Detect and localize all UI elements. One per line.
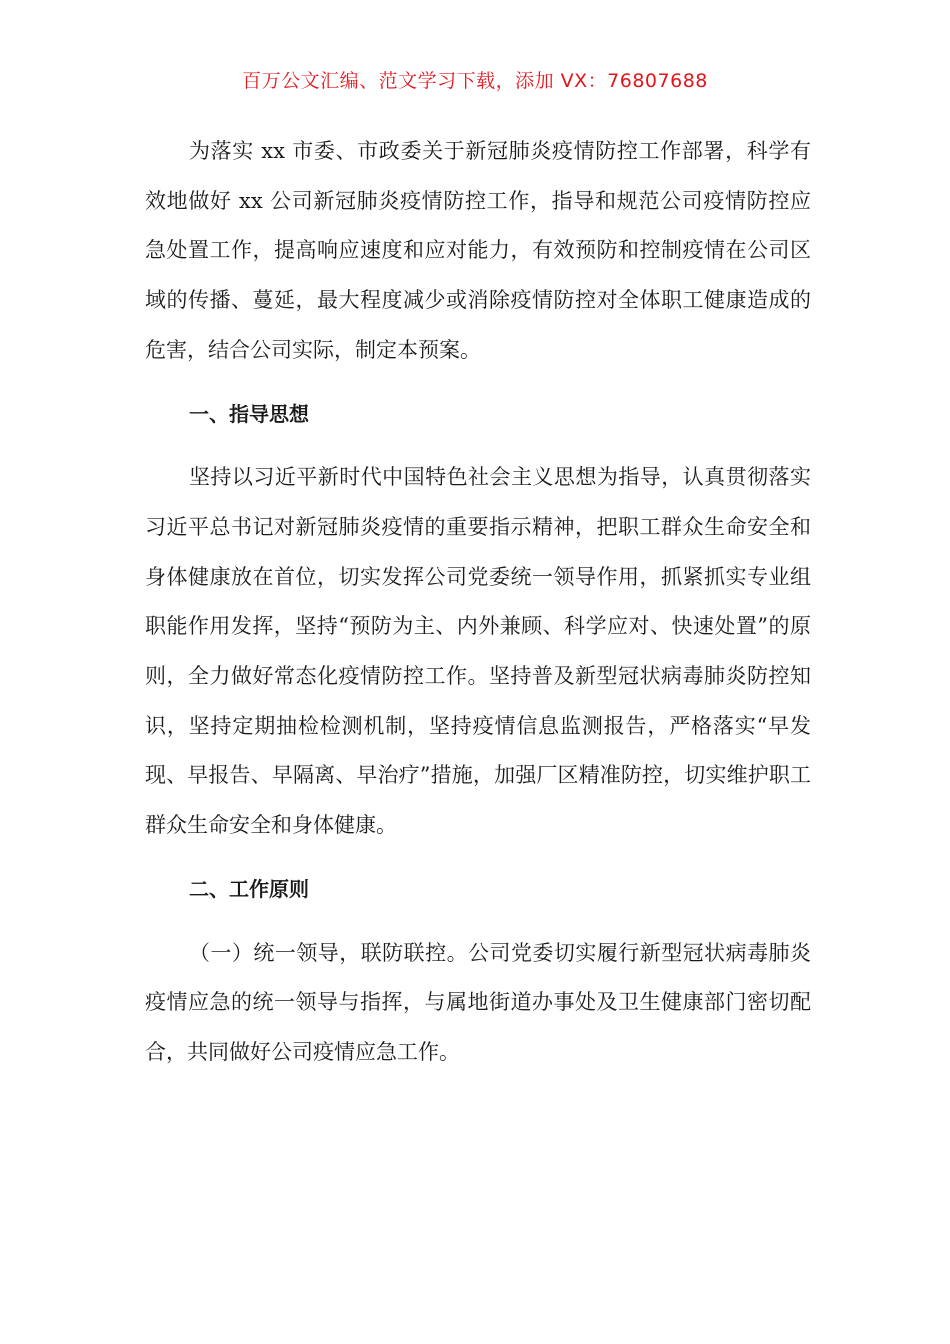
section-heading-guiding-ideology: 一、指导思想 (189, 401, 309, 426)
document-body (145, 127, 811, 1078)
principle-item-1-paragraph: （一）统一领导，联防联控。公司党委切实履行新型冠状病毒肺炎疫情应急的统一领导与指挥，与属地街道办事处及卫生健康部门密切配合，共同做好公司疫情应急工作。 (145, 940, 811, 1064)
spacer (145, 851, 811, 865)
intro-paragraph: 为落实 xx 市委、市政委关于新冠肺炎疫情防控工作部署，科学有效地做好 xx 公司新冠肺炎疫情防控工作，指导和规范公司疫情防控应急处置工作，提高响应速度和应对能力，有效预防和控制疫情在公司区域的传播、蔓延，最大程度减少或消除疫情防控对全体职工健康造成的危害，结合公司实际，制定本预案。 (145, 139, 811, 362)
guiding-ideology-paragraph: 坚持以习近平新时代中国特色社会主义思想为指导，认真贯彻落实习近平总书记对新冠肺炎疫情的重要指示精神，把职工群众生命安全和身体健康放在首位，切实发挥公司党委统一领导作用，抓紧抓实专业组职能作用发挥，坚持“预防为主、内外兼顾、科学应对、快速处置”的原则，全力做好常态化疫情防控工作。坚持普及新型冠状病毒肺炎防控知识，坚持定期抽检检测机制，坚持疫情信息监测报告，严格落实“早发现、早报告、早隔离、早治疗”措施，加强厂区精准防控，切实维护职工群众生命安全和身体健康。 (145, 465, 811, 838)
spacer (145, 915, 811, 929)
section-heading-work-principles: 二、工作原则 (189, 876, 309, 901)
spacer (145, 376, 811, 390)
spacer (145, 439, 811, 453)
header-banner: 百万公文汇编、范文学习下载，添加 VX：76807688 (242, 70, 708, 92)
